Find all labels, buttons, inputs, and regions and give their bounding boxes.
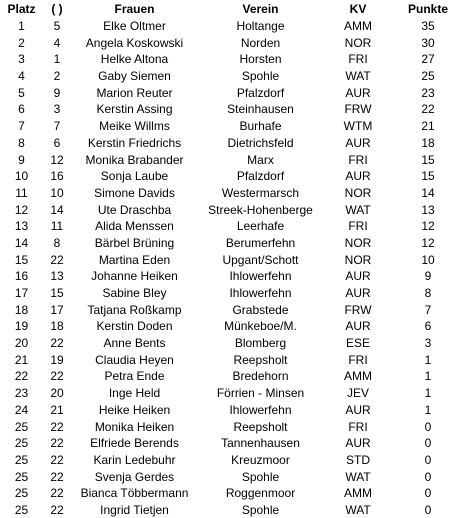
cell-name: Ingrid Tietjen bbox=[100, 502, 169, 517]
cell-name: Helke Altona bbox=[100, 52, 169, 67]
cell-kv: FRW bbox=[344, 102, 372, 117]
cell-previous-rank: 22 bbox=[50, 419, 64, 434]
cell-kv: FRI bbox=[348, 352, 368, 367]
table-row bbox=[0, 285, 463, 302]
cell-name: Elke Oltmer bbox=[103, 19, 166, 34]
cell-platz: 21 bbox=[14, 352, 29, 367]
table-row bbox=[0, 435, 463, 452]
cell-punkte: 18 bbox=[421, 135, 435, 150]
cell-kv: JEV bbox=[346, 386, 369, 401]
table-row bbox=[0, 34, 463, 51]
cell-punkte: 1 bbox=[424, 402, 432, 417]
cell-punkte: 30 bbox=[421, 35, 435, 50]
table-row bbox=[0, 68, 463, 85]
cell-previous-rank: 10 bbox=[50, 185, 64, 200]
cell-kv: AUR bbox=[345, 135, 371, 150]
cell-punkte: 10 bbox=[421, 252, 435, 267]
results-table bbox=[0, 1, 463, 518]
table-row bbox=[0, 318, 463, 335]
cell-previous-rank: 17 bbox=[50, 302, 64, 317]
cell-punkte: 27 bbox=[421, 52, 435, 67]
table-row bbox=[0, 101, 463, 118]
cell-name: Claudia Heyen bbox=[95, 352, 174, 367]
header-kv: KV bbox=[349, 2, 367, 17]
cell-platz: 3 bbox=[18, 52, 25, 67]
cell-kv: AUR bbox=[345, 169, 371, 184]
cell-kv: AUR bbox=[345, 402, 371, 417]
cell-verein: Spohle bbox=[241, 469, 280, 484]
cell-previous-rank: 21 bbox=[50, 402, 64, 417]
cell-verein: Ihlowerfehn bbox=[229, 402, 292, 417]
cell-platz: 22 bbox=[14, 369, 29, 384]
cell-previous-rank: 22 bbox=[50, 452, 64, 467]
table-row bbox=[0, 335, 463, 352]
cell-platz: 25 bbox=[14, 452, 29, 467]
cell-platz: 12 bbox=[14, 202, 29, 217]
cell-punkte: 25 bbox=[421, 69, 435, 84]
cell-verein: Kreuzmoor bbox=[231, 452, 290, 467]
cell-name: Svenja Gerdes bbox=[94, 469, 175, 484]
cell-verein: Förrien - Minsen bbox=[216, 386, 305, 401]
cell-punkte: 7 bbox=[424, 302, 432, 317]
cell-verein: Burhafe bbox=[239, 119, 282, 134]
cell-name: Sabine Bley bbox=[102, 286, 167, 301]
table-row bbox=[0, 151, 463, 168]
cell-previous-rank: 14 bbox=[50, 202, 64, 217]
table-row bbox=[0, 135, 463, 152]
cell-platz: 25 bbox=[14, 502, 29, 517]
cell-platz: 5 bbox=[18, 85, 25, 100]
cell-previous-rank: 7 bbox=[53, 119, 61, 134]
cell-name: Kerstin Assing bbox=[96, 102, 173, 117]
cell-kv: AUR bbox=[345, 85, 371, 100]
cell-platz: 10 bbox=[14, 169, 29, 184]
table-row bbox=[0, 368, 463, 385]
cell-punkte: 14 bbox=[421, 185, 435, 200]
cell-name: Petra Ende bbox=[104, 369, 165, 384]
cell-name: Heike Heiken bbox=[98, 402, 171, 417]
table-row bbox=[0, 185, 463, 202]
cell-kv: AUR bbox=[345, 319, 371, 334]
cell-punkte: 6 bbox=[424, 319, 432, 334]
cell-name: Johanne Heiken bbox=[91, 269, 178, 284]
table-row bbox=[0, 385, 463, 402]
cell-punkte: 22 bbox=[421, 102, 435, 117]
cell-name: Angela Koskowski bbox=[85, 35, 184, 50]
cell-platz: 19 bbox=[14, 319, 29, 334]
table-row bbox=[0, 452, 463, 469]
cell-verein: Leerhafe bbox=[236, 219, 285, 234]
cell-name: Inge Held bbox=[108, 386, 161, 401]
header-previous-rank: ( ) bbox=[51, 2, 63, 17]
cell-punkte: 1 bbox=[424, 352, 432, 367]
table-body bbox=[0, 18, 463, 518]
cell-punkte: 0 bbox=[424, 452, 432, 467]
table-row bbox=[0, 418, 463, 435]
cell-platz: 1 bbox=[18, 19, 25, 34]
cell-name: Gaby Siemen bbox=[98, 69, 171, 84]
cell-verein: Westermarsch bbox=[221, 185, 300, 200]
cell-verein: Grabstede bbox=[232, 302, 289, 317]
cell-previous-rank: 5 bbox=[53, 19, 61, 34]
cell-punkte: 0 bbox=[424, 502, 432, 517]
table-row bbox=[0, 84, 463, 101]
cell-previous-rank: 2 bbox=[53, 69, 61, 84]
table-row bbox=[0, 168, 463, 185]
table-row bbox=[0, 118, 463, 135]
cell-verein: Reepsholt bbox=[233, 419, 288, 434]
cell-name: Monika Heiken bbox=[94, 419, 175, 434]
cell-verein: Marx bbox=[247, 152, 274, 167]
cell-platz: 25 bbox=[14, 419, 29, 434]
cell-previous-rank: 20 bbox=[50, 386, 64, 401]
cell-previous-rank: 6 bbox=[53, 135, 61, 150]
header-platz: Platz bbox=[7, 2, 36, 17]
cell-previous-rank: 13 bbox=[50, 269, 64, 284]
cell-kv: NOR bbox=[344, 252, 372, 267]
cell-previous-rank: 3 bbox=[53, 102, 61, 117]
cell-name: Elfriede Berends bbox=[90, 436, 179, 451]
cell-previous-rank: 22 bbox=[50, 486, 64, 501]
cell-punkte: 0 bbox=[424, 419, 432, 434]
cell-punkte: 1 bbox=[424, 369, 432, 384]
cell-name: Alida Menssen bbox=[95, 219, 174, 234]
header-punkte: Punkte bbox=[407, 2, 448, 17]
table-header bbox=[0, 1, 463, 18]
cell-previous-rank: 22 bbox=[50, 502, 64, 517]
cell-verein: Steinhausen bbox=[227, 102, 294, 117]
cell-previous-rank: 22 bbox=[50, 436, 64, 451]
cell-kv: WAT bbox=[345, 502, 371, 517]
cell-name: Sonja Laube bbox=[100, 169, 169, 184]
cell-kv: NOR bbox=[344, 35, 372, 50]
cell-platz: 6 bbox=[18, 102, 25, 117]
table-row bbox=[0, 402, 463, 419]
cell-verein: Bredehorn bbox=[232, 369, 289, 384]
cell-platz: 15 bbox=[14, 252, 29, 267]
header-row bbox=[0, 1, 463, 18]
cell-platz: 14 bbox=[14, 235, 29, 250]
cell-kv: WAT bbox=[345, 469, 371, 484]
cell-platz: 7 bbox=[18, 119, 25, 134]
cell-platz: 9 bbox=[18, 152, 25, 167]
cell-verein: Reepsholt bbox=[233, 352, 288, 367]
cell-platz: 24 bbox=[14, 402, 29, 417]
cell-name: Ute Draschba bbox=[97, 202, 172, 217]
cell-previous-rank: 22 bbox=[50, 252, 64, 267]
cell-verein: Pfalzdorf bbox=[236, 85, 285, 100]
cell-punkte: 15 bbox=[421, 169, 435, 184]
cell-previous-rank: 22 bbox=[50, 336, 64, 351]
cell-platz: 11 bbox=[15, 185, 28, 200]
table-row bbox=[0, 251, 463, 268]
cell-punkte: 8 bbox=[424, 286, 432, 301]
cell-kv: ESE bbox=[345, 336, 370, 351]
cell-kv: AMM bbox=[344, 369, 372, 384]
cell-platz: 4 bbox=[18, 69, 25, 84]
cell-verein: Berumerfehn bbox=[225, 235, 296, 250]
cell-kv: AMM bbox=[344, 486, 372, 501]
cell-verein: Dietrichsfeld bbox=[227, 135, 294, 150]
cell-verein: Ihlowerfehn bbox=[229, 269, 292, 284]
cell-platz: 16 bbox=[14, 269, 29, 284]
table-row bbox=[0, 51, 463, 68]
cell-previous-rank: 22 bbox=[50, 369, 64, 384]
cell-verein: Spohle bbox=[241, 69, 280, 84]
cell-verein: Streek-Hohenberge bbox=[208, 202, 313, 217]
cell-name: Bärbel Brüning bbox=[94, 235, 175, 250]
cell-punkte: 0 bbox=[424, 469, 432, 484]
cell-name: Meike Willms bbox=[99, 119, 170, 134]
cell-punkte: 0 bbox=[424, 486, 432, 501]
cell-platz: 8 bbox=[18, 135, 25, 150]
cell-verein: Münkeboe/M. bbox=[224, 319, 297, 334]
table-row bbox=[0, 235, 463, 252]
cell-platz: 18 bbox=[14, 302, 29, 317]
cell-name: Kerstin Doden bbox=[96, 319, 173, 334]
table-row bbox=[0, 218, 463, 235]
cell-punkte: 12 bbox=[421, 219, 435, 234]
cell-name: Simone Davids bbox=[94, 185, 175, 200]
cell-kv: AUR bbox=[345, 436, 371, 451]
cell-platz: 17 bbox=[14, 286, 29, 301]
cell-previous-rank: 8 bbox=[53, 235, 61, 250]
cell-kv: STD bbox=[346, 452, 370, 467]
cell-punkte: 13 bbox=[421, 202, 435, 217]
cell-previous-rank: 12 bbox=[50, 152, 64, 167]
cell-previous-rank: 18 bbox=[50, 319, 64, 334]
cell-kv: FRI bbox=[348, 419, 368, 434]
cell-verein: Horsten bbox=[239, 52, 282, 67]
cell-punkte: 35 bbox=[421, 19, 435, 34]
cell-platz: 25 bbox=[14, 469, 29, 484]
cell-verein: Tannenhausen bbox=[221, 436, 300, 451]
cell-punkte: 3 bbox=[424, 336, 432, 351]
table-row bbox=[0, 351, 463, 368]
cell-kv: FRI bbox=[348, 152, 368, 167]
cell-previous-rank: 22 bbox=[50, 469, 64, 484]
cell-kv: WTM bbox=[343, 119, 373, 134]
cell-verein: Norden bbox=[240, 35, 281, 50]
table-row bbox=[0, 201, 463, 218]
cell-kv: AMM bbox=[344, 19, 372, 34]
cell-punkte: 1 bbox=[424, 386, 432, 401]
cell-previous-rank: 4 bbox=[53, 35, 61, 50]
table-row bbox=[0, 502, 463, 518]
cell-platz: 25 bbox=[14, 486, 29, 501]
cell-kv: AUR bbox=[345, 269, 371, 284]
cell-previous-rank: 16 bbox=[50, 169, 64, 184]
cell-previous-rank: 19 bbox=[50, 352, 64, 367]
cell-verein: Pfalzdorf bbox=[236, 169, 285, 184]
cell-kv: AUR bbox=[345, 286, 371, 301]
cell-punkte: 0 bbox=[424, 436, 432, 451]
cell-punkte: 12 bbox=[421, 235, 435, 250]
cell-kv: FRI bbox=[348, 219, 368, 234]
table-row bbox=[0, 485, 463, 502]
cell-kv: NOR bbox=[344, 185, 372, 200]
cell-platz: 20 bbox=[14, 336, 29, 351]
cell-name: Anne Bents bbox=[103, 336, 166, 351]
cell-verein: Spohle bbox=[241, 502, 280, 517]
cell-punkte: 23 bbox=[421, 85, 435, 100]
cell-verein: Roggenmoor bbox=[225, 486, 296, 501]
cell-previous-rank: 15 bbox=[50, 286, 64, 301]
cell-punkte: 21 bbox=[421, 119, 435, 134]
cell-platz: 2 bbox=[18, 35, 25, 50]
cell-name: Tatjana Roßkamp bbox=[87, 302, 182, 317]
cell-verein: Blomberg bbox=[234, 336, 287, 351]
table-row bbox=[0, 468, 463, 485]
cell-previous-rank: 11 bbox=[50, 219, 64, 234]
cell-platz: 25 bbox=[14, 436, 29, 451]
cell-kv: NOR bbox=[344, 235, 372, 250]
cell-punkte: 9 bbox=[424, 269, 432, 284]
table-row bbox=[0, 268, 463, 285]
cell-kv: FRI bbox=[348, 52, 368, 67]
header-frauen: Frauen bbox=[114, 2, 155, 17]
cell-name: Marion Reuter bbox=[96, 85, 173, 100]
cell-name: Martina Eden bbox=[98, 252, 171, 267]
header-verein: Verein bbox=[242, 2, 279, 17]
cell-kv: WAT bbox=[345, 69, 371, 84]
cell-previous-rank: 9 bbox=[53, 85, 61, 100]
cell-name: Kerstin Friedrichs bbox=[87, 135, 182, 150]
cell-platz: 23 bbox=[14, 386, 29, 401]
cell-name: Bianca Többermann bbox=[80, 486, 189, 501]
cell-punkte: 15 bbox=[421, 152, 435, 167]
cell-verein: Upgant/Schott bbox=[222, 252, 299, 267]
cell-name: Monika Brabander bbox=[85, 152, 184, 167]
table-row bbox=[0, 301, 463, 318]
cell-platz: 13 bbox=[14, 219, 29, 234]
cell-kv: FRW bbox=[344, 302, 372, 317]
cell-name: Karin Ledebuhr bbox=[93, 452, 176, 467]
cell-verein: Holtange bbox=[236, 19, 285, 34]
cell-previous-rank: 1 bbox=[53, 52, 61, 67]
table-row bbox=[0, 18, 463, 35]
cell-kv: WAT bbox=[345, 202, 371, 217]
cell-verein: Ihlowerfehn bbox=[229, 286, 292, 301]
